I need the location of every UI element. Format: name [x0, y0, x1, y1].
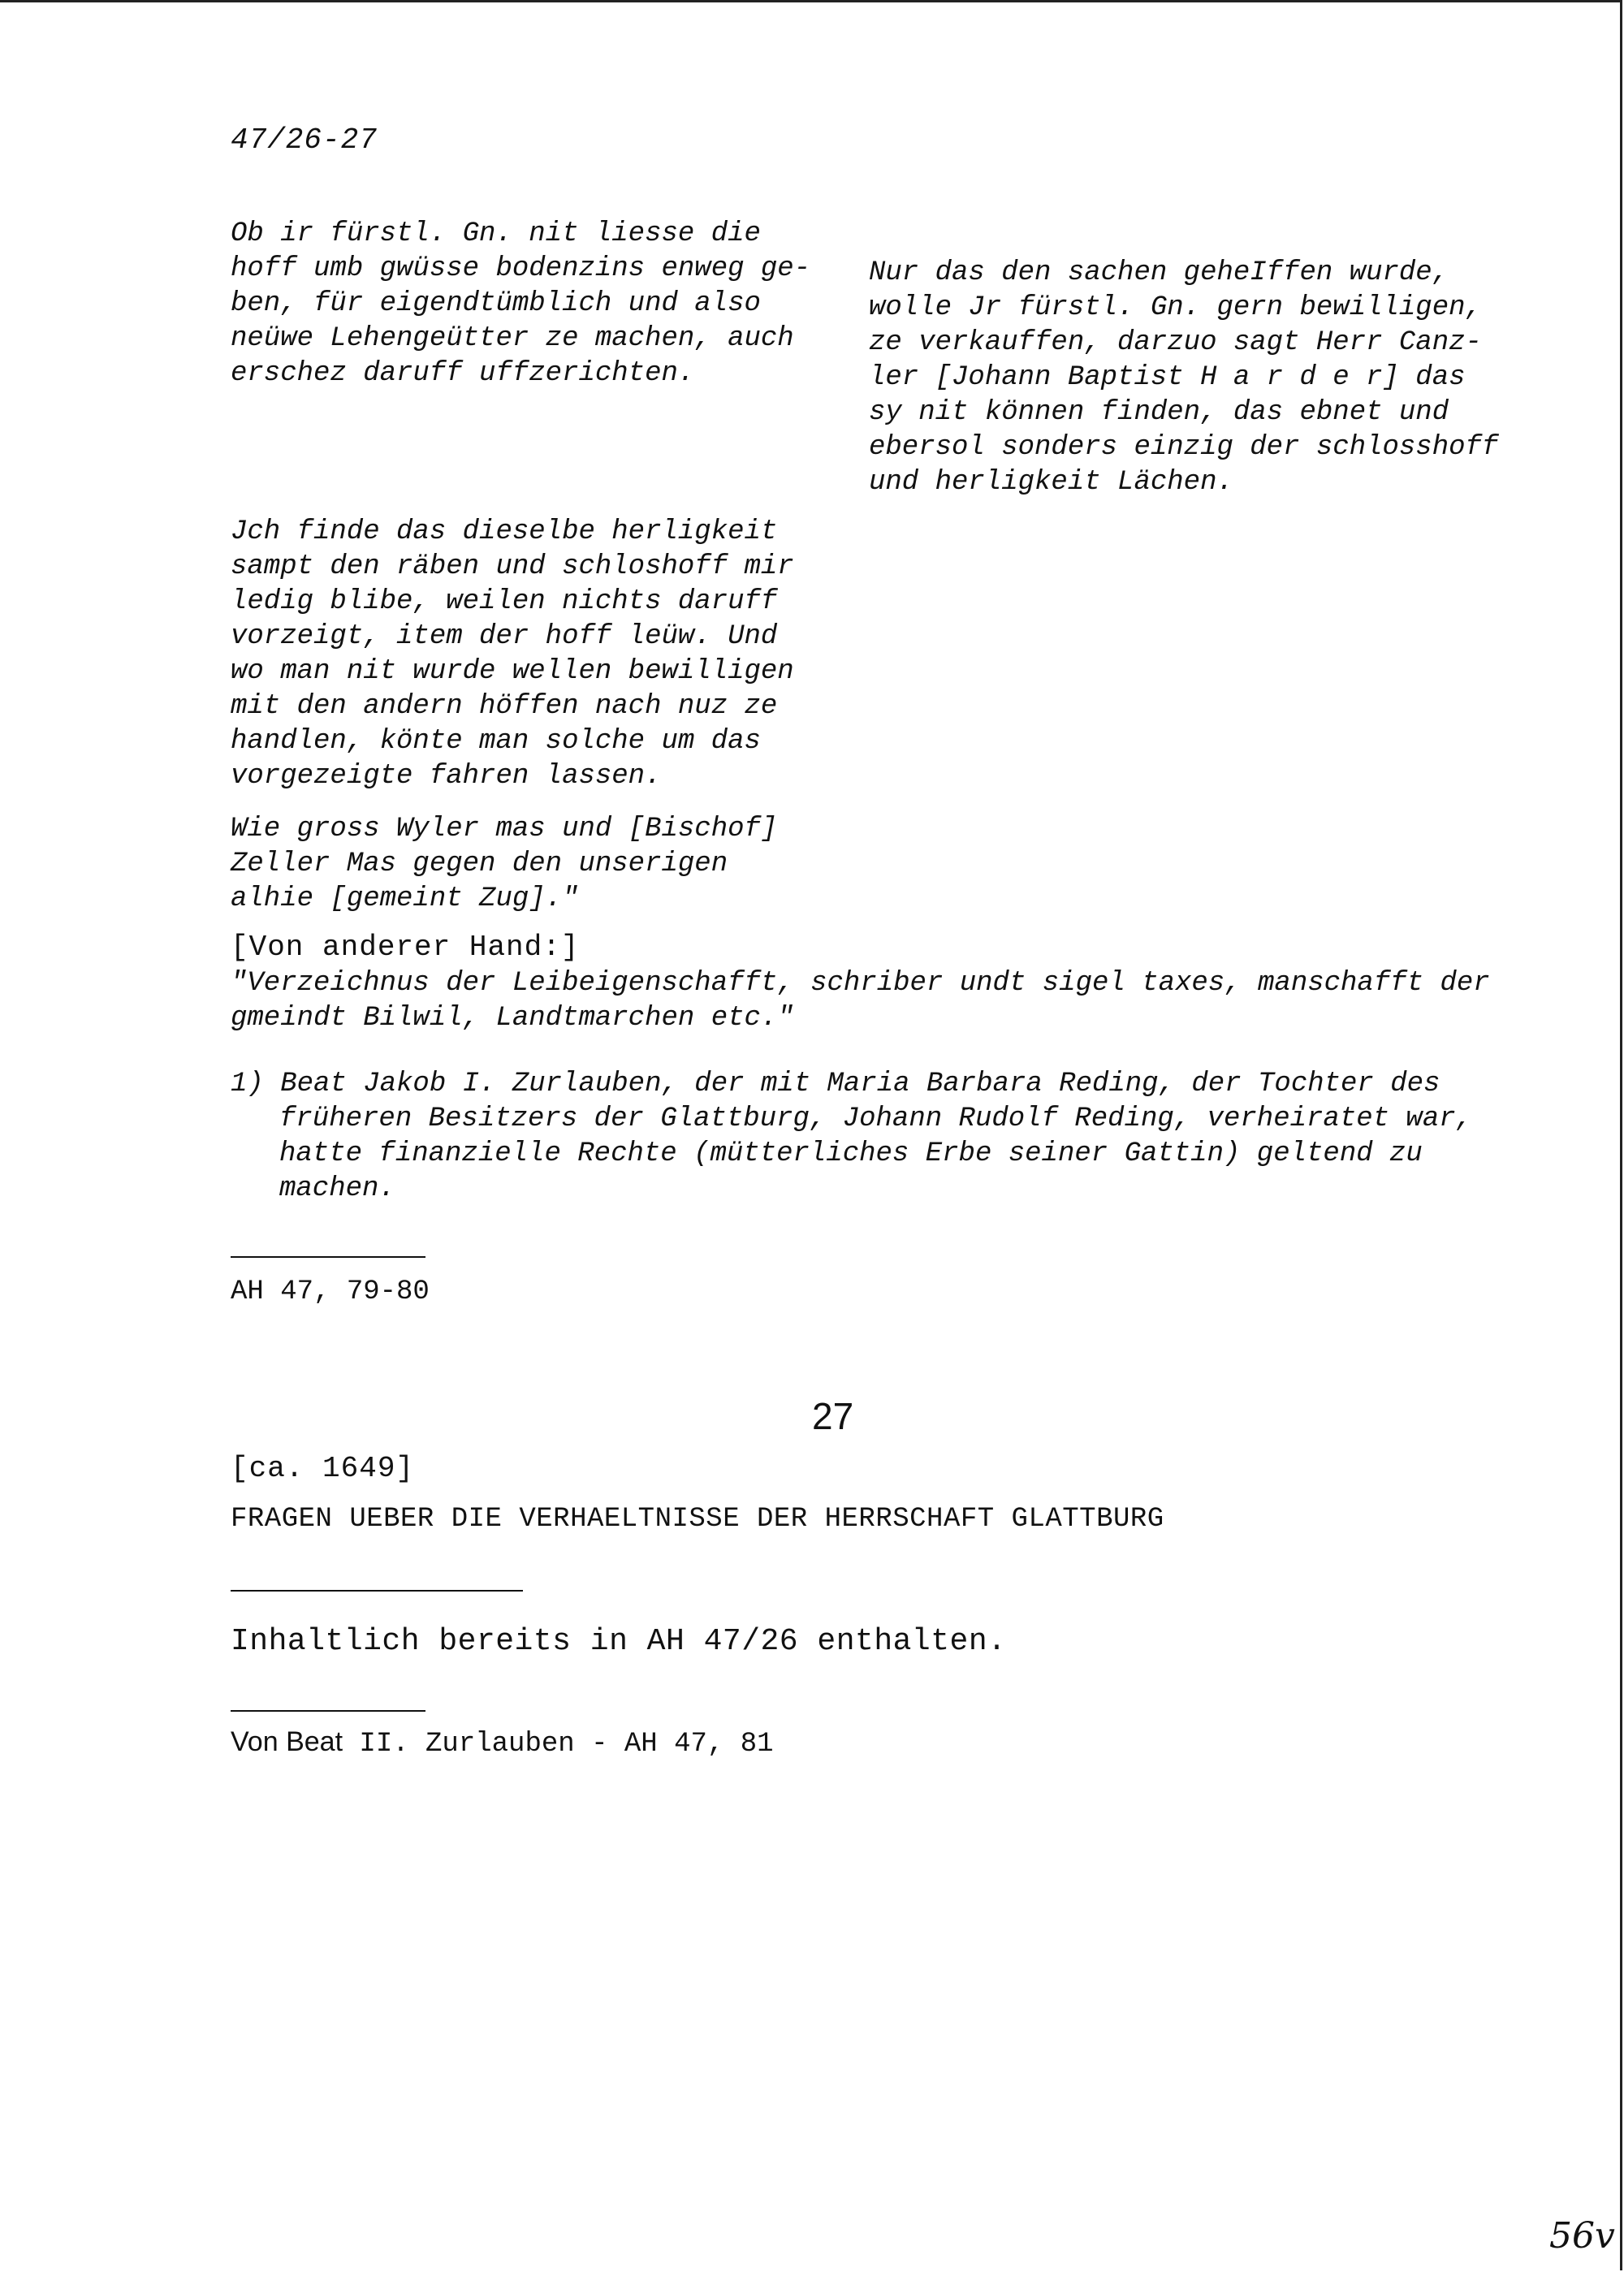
divider-rule [231, 1710, 425, 1712]
left-column-block-1 [231, 217, 831, 391]
footnote-line: machen. [279, 1173, 395, 1204]
text-line: gmeindt Bilwil, Landtmarchen etc." [231, 1003, 794, 1034]
left-column-block-3 [231, 812, 831, 917]
footnote-line: 1) Beat Jakob I. Zurlauben, der mit Maria Barbara Reding, der Tochter des [231, 1069, 1440, 1099]
source-prefix: Von Beat [231, 1726, 343, 1757]
source-reference: AH 47, 79-80 [231, 1276, 430, 1307]
text-line: Jch finde das dieselbe herligkeit [231, 516, 778, 547]
right-column-block [869, 256, 1502, 500]
text-line: wolle Jr fürstl. Gn. gern bewilligen, [869, 292, 1482, 323]
footnote-line: früheren Besitzers der Glattburg, Johann Rudolf Reding, verheiratet war, [279, 1104, 1473, 1134]
footnote-line: hatte finanzielle Rechte (mütterliches Erbe seiner Gattin) geltend zu [279, 1138, 1423, 1169]
footnote [231, 1067, 1497, 1207]
text-line: handlen, könte man solche um das [231, 726, 761, 757]
text-line: "Verzeichnus der Leibeigenschafft, schriber undt sigel taxes, manschafft der [231, 968, 1490, 999]
text-line: mit den andern höffen nach nuz ze [231, 691, 778, 722]
text-line: alhie [gemeint Zug]." [231, 883, 579, 914]
text-line: ben, für eigendtümblich und also [231, 288, 761, 319]
text-line: vorgezeigte fahren lassen. [231, 761, 662, 792]
register-quote [231, 966, 1497, 1036]
text-line: wo man nit wurde wellen bewilligen [231, 656, 794, 687]
text-line: ler [Johann Baptist H a r d e r] das [869, 362, 1466, 393]
content-note: Inhaltlich bereits in AH 47/26 enthalten. [231, 1624, 1007, 1659]
text-line: und herligkeit Lächen. [869, 467, 1233, 498]
text-line: Zeller Mas gegen den unserigen [231, 849, 728, 879]
text-line: hoff umb gwüsse bodenzins enweg ge- [231, 253, 811, 284]
document-date: [ca. 1649] [231, 1452, 415, 1485]
archive-reference: 47/26-27 [231, 123, 378, 157]
document-number: 27 [812, 1395, 854, 1437]
source-rest: II. Zurlauben - AH 47, 81 [343, 1729, 774, 1760]
source-reference [231, 1726, 774, 1760]
text-line: Ob ir fürstl. Gn. nit liesse die [231, 218, 761, 249]
text-line: ledig blibe, weilen nichts daruff [231, 586, 778, 617]
divider-rule [231, 1256, 425, 1258]
text-line: erschez daruff uffzerichten. [231, 358, 695, 389]
text-line: sy nit können finden, das ebnet und [869, 397, 1449, 428]
left-column-block-2 [231, 515, 831, 794]
text-line: ze verkauffen, darzuo sagt Herr Canz- [869, 327, 1482, 358]
folio-mark: 56v [1549, 2215, 1615, 2257]
text-line: neüwe Lehengeütter ze machen, auch [231, 323, 794, 354]
text-line: vorzeigt, item der hoff leüw. Und [231, 621, 778, 652]
text-line: sampt den räben und schloshoff mir [231, 551, 794, 582]
text-line: Wie gross Wyler mas und [Bischof] [231, 814, 778, 844]
document-title: FRAGEN UEBER DIE VERHAELTNISSE DER HERRSCHAFT GLATTBURG [231, 1504, 1164, 1535]
text-line: ebersol sonders einzig der schlosshoff [869, 432, 1499, 463]
other-hand-label: [Von anderer Hand:] [231, 931, 580, 964]
text-line: Nur das den sachen geheIffen wurde, [869, 257, 1449, 288]
divider-rule [231, 1590, 523, 1592]
